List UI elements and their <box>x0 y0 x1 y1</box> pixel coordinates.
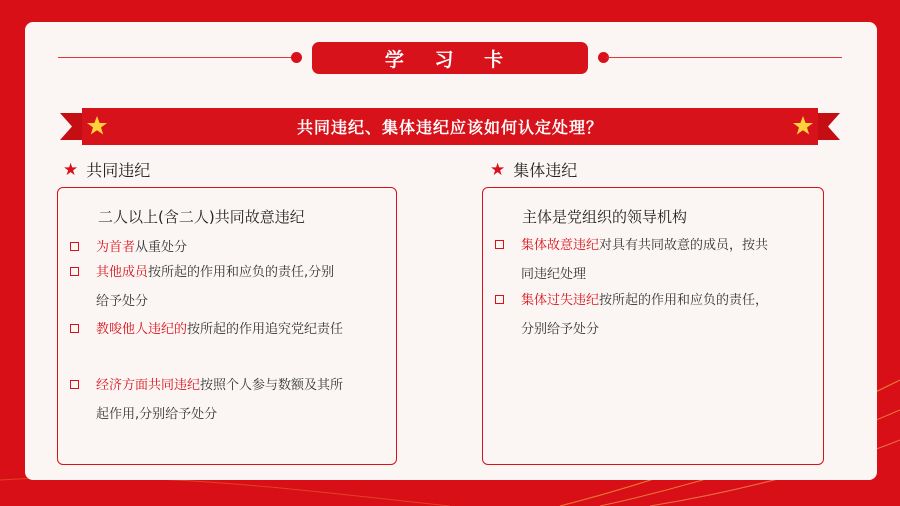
collective-violation-box <box>482 187 824 465</box>
question-banner <box>60 108 840 145</box>
list-item: 教唆他人违纪的按所起的作用追究党纪责任 <box>70 315 345 344</box>
star-icon: ★ <box>490 159 506 180</box>
checkbox-icon <box>495 295 504 304</box>
list-item: 其他成员按所起的作用和应负的责任,分别给予处分 <box>70 258 345 316</box>
header-dot-left <box>291 52 302 63</box>
box-title: 主体是党组织的领导机构 <box>522 208 688 226</box>
checkbox-icon <box>70 242 79 251</box>
checkbox-icon <box>495 240 504 249</box>
checkbox-icon <box>70 324 79 333</box>
checkbox-icon <box>70 267 79 276</box>
star-icon: ★ <box>63 159 79 180</box>
box-title: 二人以上(含二人)共同故意违纪 <box>98 208 305 226</box>
page-title: 学 习 卡 <box>312 42 588 74</box>
list-item: 集体过失违纪按所起的作用和应负的责任，分别给予处分 <box>495 286 770 344</box>
list-item: 经济方面共同违纪按照个人参与数额及其所起作用,分别给予处分 <box>70 371 345 429</box>
header-line-left <box>58 57 296 58</box>
banner-question: 共同违纪、集体违纪应该如何认定处理？ <box>296 118 603 137</box>
checkbox-icon <box>70 380 79 389</box>
header-line-right <box>606 57 842 58</box>
list-item: 为首者从重处分 <box>70 233 370 262</box>
section-heading-label: 集体违纪 <box>513 161 578 180</box>
section-heading-label: 共同违纪 <box>86 161 151 180</box>
section-heading-collective <box>490 158 577 181</box>
section-heading-joint <box>63 158 150 181</box>
joint-violation-box <box>57 187 397 465</box>
list-item: 集体故意违纪对具有共同故意的成员，按共同违纪处理 <box>495 231 770 289</box>
